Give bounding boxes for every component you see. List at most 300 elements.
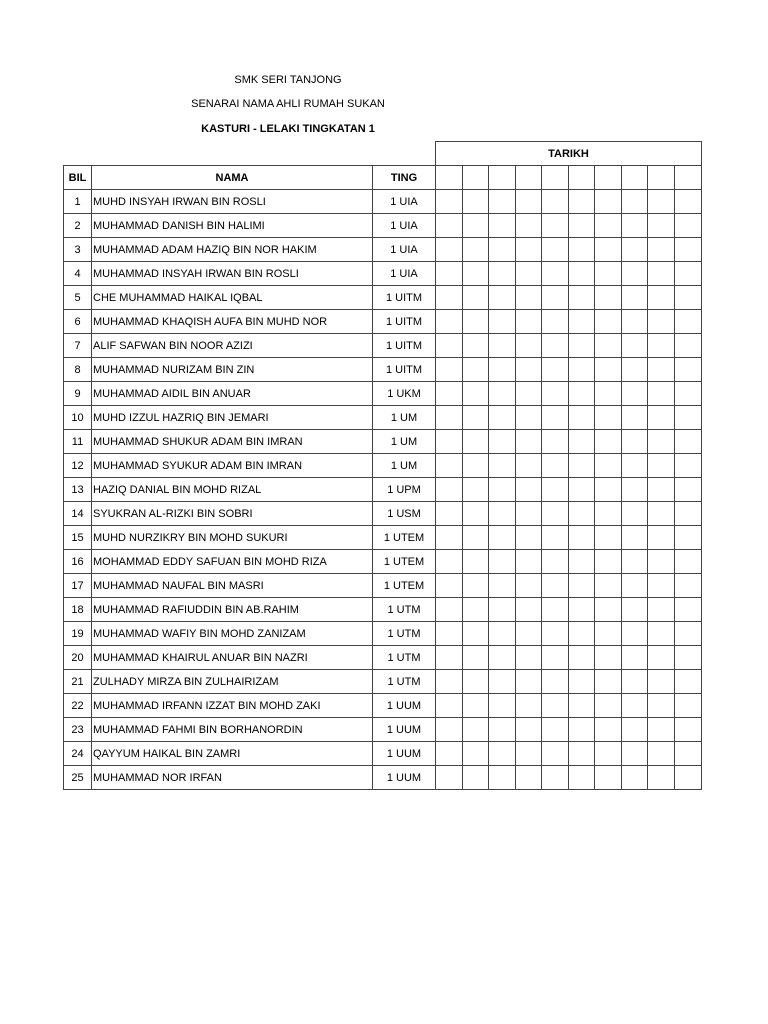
attendance-cell[interactable]	[622, 550, 648, 574]
attendance-cell[interactable]	[675, 214, 702, 238]
attendance-cell[interactable]	[436, 382, 463, 406]
attendance-cell[interactable]	[436, 406, 463, 430]
attendance-cell[interactable]	[595, 622, 622, 646]
attendance-cell[interactable]	[675, 262, 702, 286]
attendance-cell[interactable]	[463, 406, 489, 430]
attendance-cell[interactable]	[516, 526, 542, 550]
attendance-cell[interactable]	[436, 262, 463, 286]
attendance-cell[interactable]	[463, 214, 489, 238]
attendance-cell[interactable]	[648, 382, 675, 406]
ting-cell: 1 UPM	[373, 478, 436, 502]
attendance-cell[interactable]	[648, 478, 675, 502]
ting-cell: 1 UTEM	[373, 526, 436, 550]
attendance-cell[interactable]	[622, 598, 648, 622]
attendance-cell[interactable]	[622, 430, 648, 454]
attendance-cell[interactable]	[595, 694, 622, 718]
attendance-cell[interactable]	[675, 622, 702, 646]
attendance-cell[interactable]	[622, 718, 648, 742]
attendance-cell[interactable]	[675, 430, 702, 454]
attendance-cell[interactable]	[436, 766, 463, 790]
attendance-cell[interactable]	[436, 694, 463, 718]
attendance-cell[interactable]	[595, 766, 622, 790]
attendance-cell[interactable]	[516, 598, 542, 622]
attendance-cell[interactable]	[622, 214, 648, 238]
attendance-cell[interactable]	[569, 550, 595, 574]
attendance-cell[interactable]	[622, 574, 648, 598]
attendance-cell[interactable]	[675, 550, 702, 574]
attendance-cell[interactable]	[436, 478, 463, 502]
bil-cell: 9	[64, 382, 92, 406]
attendance-cell[interactable]	[622, 766, 648, 790]
attendance-cell[interactable]	[516, 646, 542, 670]
school-name: SMK SERI TANJONG	[234, 74, 342, 86]
attendance-cell[interactable]	[542, 646, 569, 670]
attendance-cell[interactable]	[463, 190, 489, 214]
attendance-cell[interactable]	[569, 766, 595, 790]
attendance-cell[interactable]	[436, 670, 463, 694]
attendance-cell[interactable]	[463, 238, 489, 262]
attendance-cell[interactable]	[675, 406, 702, 430]
attendance-cell[interactable]	[463, 550, 489, 574]
attendance-cell[interactable]	[622, 454, 648, 478]
attendance-cell[interactable]	[516, 238, 542, 262]
ting-cell: 1 UIA	[373, 262, 436, 286]
attendance-cell[interactable]	[595, 262, 622, 286]
attendance-cell[interactable]	[648, 718, 675, 742]
ting-cell: 1 UITM	[373, 286, 436, 310]
attendance-cell[interactable]	[463, 286, 489, 310]
attendance-cell[interactable]	[463, 382, 489, 406]
attendance-cell[interactable]	[463, 478, 489, 502]
attendance-cell[interactable]	[436, 598, 463, 622]
attendance-cell[interactable]	[516, 622, 542, 646]
attendance-cell[interactable]	[648, 766, 675, 790]
nama-cell: MUHAMMAD IRFANN IZZAT BIN MOHD ZAKI	[92, 694, 373, 718]
table-row	[64, 286, 702, 310]
attendance-cell[interactable]	[622, 502, 648, 526]
table-row	[64, 334, 702, 358]
table-row	[64, 310, 702, 334]
ting-cell: 1 UTM	[373, 622, 436, 646]
attendance-cell[interactable]	[489, 358, 516, 382]
attendance-cell[interactable]	[648, 598, 675, 622]
attendance-cell[interactable]	[622, 358, 648, 382]
attendance-cell[interactable]	[569, 358, 595, 382]
attendance-cell[interactable]	[622, 286, 648, 310]
attendance-cell[interactable]	[436, 526, 463, 550]
attendance-cell[interactable]	[648, 310, 675, 334]
ting-cell: 1 UM	[373, 430, 436, 454]
bil-cell: 4	[64, 262, 92, 286]
table-row	[64, 358, 702, 382]
bil-cell: 6	[64, 310, 92, 334]
nama-cell: MUHAMMAD INSYAH IRWAN BIN ROSLI	[92, 262, 373, 286]
attendance-cell[interactable]	[542, 670, 569, 694]
attendance-cell[interactable]	[489, 766, 516, 790]
attendance-cell[interactable]	[436, 646, 463, 670]
attendance-cell[interactable]	[489, 382, 516, 406]
attendance-cell[interactable]	[569, 286, 595, 310]
attendance-cell[interactable]	[489, 670, 516, 694]
attendance-cell[interactable]	[622, 646, 648, 670]
attendance-cell[interactable]	[569, 334, 595, 358]
attendance-cell[interactable]	[675, 358, 702, 382]
attendance-cell[interactable]	[436, 358, 463, 382]
attendance-cell[interactable]	[622, 742, 648, 766]
attendance-cell[interactable]	[595, 550, 622, 574]
attendance-cell[interactable]	[463, 526, 489, 550]
attendance-cell[interactable]	[595, 382, 622, 406]
attendance-cell[interactable]	[516, 262, 542, 286]
nama-cell: MUHAMMAD SHUKUR ADAM BIN IMRAN	[92, 430, 373, 454]
attendance-cell[interactable]	[542, 550, 569, 574]
attendance-cell[interactable]	[436, 334, 463, 358]
nama-cell: MOHAMMAD EDDY SAFUAN BIN MOHD RIZA	[92, 550, 373, 574]
attendance-cell[interactable]	[516, 502, 542, 526]
attendance-cell[interactable]	[622, 622, 648, 646]
attendance-cell[interactable]	[595, 358, 622, 382]
attendance-cell[interactable]	[675, 334, 702, 358]
attendance-cell[interactable]	[542, 406, 569, 430]
table-row	[64, 262, 702, 286]
attendance-cell[interactable]	[595, 334, 622, 358]
attendance-cell[interactable]	[489, 622, 516, 646]
attendance-cell[interactable]	[516, 358, 542, 382]
attendance-cell[interactable]	[542, 502, 569, 526]
attendance-cell[interactable]	[675, 766, 702, 790]
attendance-cell[interactable]	[542, 478, 569, 502]
attendance-cell[interactable]	[595, 286, 622, 310]
attendance-cell[interactable]	[675, 190, 702, 214]
attendance-cell[interactable]	[516, 454, 542, 478]
table-row	[64, 766, 702, 790]
attendance-cell[interactable]	[622, 310, 648, 334]
ting-cell: 1 UIA	[373, 214, 436, 238]
attendance-cell[interactable]	[569, 718, 595, 742]
attendance-cell[interactable]	[569, 214, 595, 238]
attendance-cell[interactable]	[516, 574, 542, 598]
attendance-cell[interactable]	[569, 694, 595, 718]
attendance-cell[interactable]	[569, 742, 595, 766]
table-row	[64, 430, 702, 454]
attendance-cell[interactable]	[595, 670, 622, 694]
attendance-cell[interactable]	[489, 742, 516, 766]
attendance-cell[interactable]	[542, 574, 569, 598]
attendance-cell[interactable]	[622, 478, 648, 502]
nama-cell: MUHAMMAD SYUKUR ADAM BIN IMRAN	[92, 454, 373, 478]
attendance-cell[interactable]	[542, 742, 569, 766]
attendance-cell[interactable]	[569, 310, 595, 334]
attendance-cell[interactable]	[489, 718, 516, 742]
attendance-cell[interactable]	[648, 622, 675, 646]
date-header-cell	[463, 166, 489, 190]
attendance-cell[interactable]	[675, 286, 702, 310]
ting-cell: 1 UTEM	[373, 550, 436, 574]
attendance-cell[interactable]	[569, 478, 595, 502]
attendance-cell[interactable]	[542, 286, 569, 310]
attendance-cell[interactable]	[516, 718, 542, 742]
attendance-cell[interactable]	[622, 526, 648, 550]
attendance-cell[interactable]	[542, 214, 569, 238]
attendance-cell[interactable]	[463, 454, 489, 478]
table-row	[64, 478, 702, 502]
attendance-cell[interactable]	[516, 190, 542, 214]
attendance-cell[interactable]	[595, 238, 622, 262]
attendance-cell[interactable]	[436, 550, 463, 574]
attendance-cell[interactable]	[489, 334, 516, 358]
attendance-cell[interactable]	[595, 310, 622, 334]
attendance-cell[interactable]	[516, 766, 542, 790]
attendance-cell[interactable]	[542, 526, 569, 550]
attendance-cell[interactable]	[516, 478, 542, 502]
attendance-cell[interactable]	[516, 406, 542, 430]
table-row	[64, 502, 702, 526]
attendance-cell[interactable]	[489, 694, 516, 718]
attendance-cell[interactable]	[516, 382, 542, 406]
attendance-cell[interactable]	[622, 190, 648, 214]
attendance-cell[interactable]	[516, 430, 542, 454]
attendance-cell[interactable]	[648, 358, 675, 382]
attendance-cell[interactable]	[436, 286, 463, 310]
ting-cell: 1 UUM	[373, 742, 436, 766]
attendance-cell[interactable]	[463, 742, 489, 766]
attendance-cell[interactable]	[569, 622, 595, 646]
attendance-cell[interactable]	[622, 670, 648, 694]
attendance-cell[interactable]	[648, 646, 675, 670]
attendance-cell[interactable]	[542, 766, 569, 790]
attendance-cell[interactable]	[675, 526, 702, 550]
attendance-cell[interactable]	[648, 574, 675, 598]
attendance-cell[interactable]	[648, 430, 675, 454]
attendance-cell[interactable]	[542, 382, 569, 406]
attendance-cell[interactable]	[622, 406, 648, 430]
attendance-cell[interactable]	[542, 190, 569, 214]
attendance-cell[interactable]	[489, 598, 516, 622]
attendance-cell[interactable]	[542, 454, 569, 478]
attendance-cell[interactable]	[463, 262, 489, 286]
attendance-cell[interactable]	[436, 310, 463, 334]
attendance-cell[interactable]	[516, 694, 542, 718]
attendance-cell[interactable]	[463, 598, 489, 622]
attendance-cell[interactable]	[595, 718, 622, 742]
attendance-cell[interactable]	[648, 670, 675, 694]
attendance-cell[interactable]	[542, 262, 569, 286]
bil-cell: 20	[64, 646, 92, 670]
attendance-cell[interactable]	[463, 334, 489, 358]
attendance-cell[interactable]	[595, 214, 622, 238]
attendance-cell[interactable]	[648, 406, 675, 430]
attendance-cell[interactable]	[622, 334, 648, 358]
attendance-cell[interactable]	[648, 502, 675, 526]
attendance-cell[interactable]	[463, 670, 489, 694]
attendance-cell[interactable]	[463, 574, 489, 598]
attendance-cell[interactable]	[542, 694, 569, 718]
attendance-cell[interactable]	[489, 454, 516, 478]
attendance-cell[interactable]	[489, 286, 516, 310]
attendance-cell[interactable]	[675, 502, 702, 526]
attendance-cell[interactable]	[675, 718, 702, 742]
attendance-cell[interactable]	[516, 550, 542, 574]
attendance-cell[interactable]	[675, 382, 702, 406]
attendance-cell[interactable]	[675, 742, 702, 766]
attendance-cell[interactable]	[569, 574, 595, 598]
attendance-cell[interactable]	[463, 622, 489, 646]
attendance-cell[interactable]	[489, 430, 516, 454]
ting-header: TING	[373, 166, 436, 190]
attendance-cell[interactable]	[436, 190, 463, 214]
attendance-cell[interactable]	[542, 334, 569, 358]
date-header-cell	[569, 166, 595, 190]
attendance-cell[interactable]	[595, 526, 622, 550]
list-title: SENARAI NAMA AHLI RUMAH SUKAN	[191, 98, 385, 110]
attendance-cell[interactable]	[489, 190, 516, 214]
nama-cell: MUHAMMAD FAHMI BIN BORHANORDIN	[92, 718, 373, 742]
attendance-cell[interactable]	[489, 646, 516, 670]
nama-header: NAMA	[92, 166, 373, 190]
attendance-cell[interactable]	[648, 190, 675, 214]
bil-cell: 16	[64, 550, 92, 574]
attendance-cell[interactable]	[436, 718, 463, 742]
attendance-cell[interactable]	[622, 238, 648, 262]
nama-cell: MUHD INSYAH IRWAN BIN ROSLI	[92, 190, 373, 214]
attendance-cell[interactable]	[436, 502, 463, 526]
attendance-cell[interactable]	[569, 502, 595, 526]
attendance-cell[interactable]	[516, 214, 542, 238]
table-row	[64, 574, 702, 598]
attendance-cell[interactable]	[569, 526, 595, 550]
attendance-cell[interactable]	[675, 478, 702, 502]
attendance-cell[interactable]	[463, 310, 489, 334]
attendance-cell[interactable]	[463, 718, 489, 742]
date-header-cell	[516, 166, 542, 190]
attendance-cell[interactable]	[542, 430, 569, 454]
attendance-cell[interactable]	[648, 262, 675, 286]
nama-cell: MUHAMMAD KHAIRUL ANUAR BIN NAZRI	[92, 646, 373, 670]
attendance-cell[interactable]	[622, 262, 648, 286]
attendance-cell[interactable]	[436, 238, 463, 262]
attendance-cell[interactable]	[542, 358, 569, 382]
attendance-cell[interactable]	[675, 646, 702, 670]
bil-cell: 12	[64, 454, 92, 478]
attendance-cell[interactable]	[463, 766, 489, 790]
bil-cell: 2	[64, 214, 92, 238]
attendance-cell[interactable]	[595, 478, 622, 502]
attendance-cell[interactable]	[516, 742, 542, 766]
nama-cell: MUHAMMAD WAFIY BIN MOHD ZANIZAM	[92, 622, 373, 646]
attendance-cell[interactable]	[675, 574, 702, 598]
attendance-cell[interactable]	[675, 694, 702, 718]
attendance-cell[interactable]	[648, 238, 675, 262]
attendance-cell[interactable]	[595, 574, 622, 598]
attendance-cell[interactable]	[648, 286, 675, 310]
nama-cell: CHE MUHAMMAD HAIKAL IQBAL	[92, 286, 373, 310]
attendance-cell[interactable]	[622, 382, 648, 406]
attendance-cell[interactable]	[595, 598, 622, 622]
attendance-cell[interactable]	[516, 286, 542, 310]
nama-cell: MUHAMMAD AIDIL BIN ANUAR	[92, 382, 373, 406]
attendance-cell[interactable]	[489, 238, 516, 262]
attendance-cell[interactable]	[595, 646, 622, 670]
attendance-cell[interactable]	[569, 430, 595, 454]
attendance-cell[interactable]	[542, 238, 569, 262]
attendance-cell[interactable]	[489, 478, 516, 502]
attendance-cell[interactable]	[595, 190, 622, 214]
attendance-cell[interactable]	[622, 694, 648, 718]
attendance-cell[interactable]	[569, 238, 595, 262]
bil-cell: 24	[64, 742, 92, 766]
attendance-cell[interactable]	[569, 646, 595, 670]
attendance-cell[interactable]	[569, 262, 595, 286]
attendance-cell[interactable]	[516, 334, 542, 358]
attendance-cell[interactable]	[648, 694, 675, 718]
attendance-cell[interactable]	[542, 310, 569, 334]
attendance-cell[interactable]	[542, 718, 569, 742]
attendance-cell[interactable]	[463, 646, 489, 670]
attendance-cell[interactable]	[648, 742, 675, 766]
attendance-cell[interactable]	[489, 262, 516, 286]
attendance-cell[interactable]	[648, 454, 675, 478]
attendance-cell[interactable]	[436, 214, 463, 238]
table-row	[64, 238, 702, 262]
date-header-cell	[595, 166, 622, 190]
attendance-cell[interactable]	[648, 334, 675, 358]
attendance-cell[interactable]	[436, 742, 463, 766]
attendance-cell[interactable]	[648, 526, 675, 550]
attendance-cell[interactable]	[516, 310, 542, 334]
attendance-cell[interactable]	[569, 190, 595, 214]
attendance-cell[interactable]	[675, 310, 702, 334]
nama-cell: MUHAMMAD ADAM HAZIQ BIN NOR HAKIM	[92, 238, 373, 262]
attendance-cell[interactable]	[436, 430, 463, 454]
attendance-cell[interactable]	[675, 598, 702, 622]
attendance-cell[interactable]	[463, 502, 489, 526]
attendance-cell[interactable]	[463, 430, 489, 454]
attendance-cell[interactable]	[595, 742, 622, 766]
attendance-cell[interactable]	[569, 454, 595, 478]
ting-cell: 1 UITM	[373, 310, 436, 334]
attendance-cell[interactable]	[542, 598, 569, 622]
attendance-cell[interactable]	[569, 598, 595, 622]
attendance-cell[interactable]	[569, 670, 595, 694]
attendance-cell[interactable]	[489, 214, 516, 238]
attendance-cell[interactable]	[489, 550, 516, 574]
attendance-cell[interactable]	[436, 622, 463, 646]
attendance-cell[interactable]	[675, 670, 702, 694]
attendance-cell[interactable]	[463, 358, 489, 382]
attendance-cell[interactable]	[595, 454, 622, 478]
attendance-cell[interactable]	[436, 454, 463, 478]
attendance-cell[interactable]	[463, 694, 489, 718]
attendance-cell[interactable]	[489, 502, 516, 526]
attendance-cell[interactable]	[489, 526, 516, 550]
bil-cell: 8	[64, 358, 92, 382]
attendance-cell[interactable]	[569, 382, 595, 406]
attendance-cell[interactable]	[489, 406, 516, 430]
attendance-cell[interactable]	[675, 238, 702, 262]
attendance-cell[interactable]	[489, 310, 516, 334]
attendance-cell[interactable]	[595, 430, 622, 454]
attendance-cell[interactable]	[516, 670, 542, 694]
attendance-cell[interactable]	[648, 214, 675, 238]
attendance-cell[interactable]	[569, 406, 595, 430]
attendance-cell[interactable]	[675, 454, 702, 478]
attendance-cell[interactable]	[595, 502, 622, 526]
attendance-cell[interactable]	[648, 550, 675, 574]
attendance-cell[interactable]	[595, 406, 622, 430]
attendance-cell[interactable]	[489, 574, 516, 598]
attendance-cell[interactable]	[436, 574, 463, 598]
attendance-cell[interactable]	[542, 622, 569, 646]
